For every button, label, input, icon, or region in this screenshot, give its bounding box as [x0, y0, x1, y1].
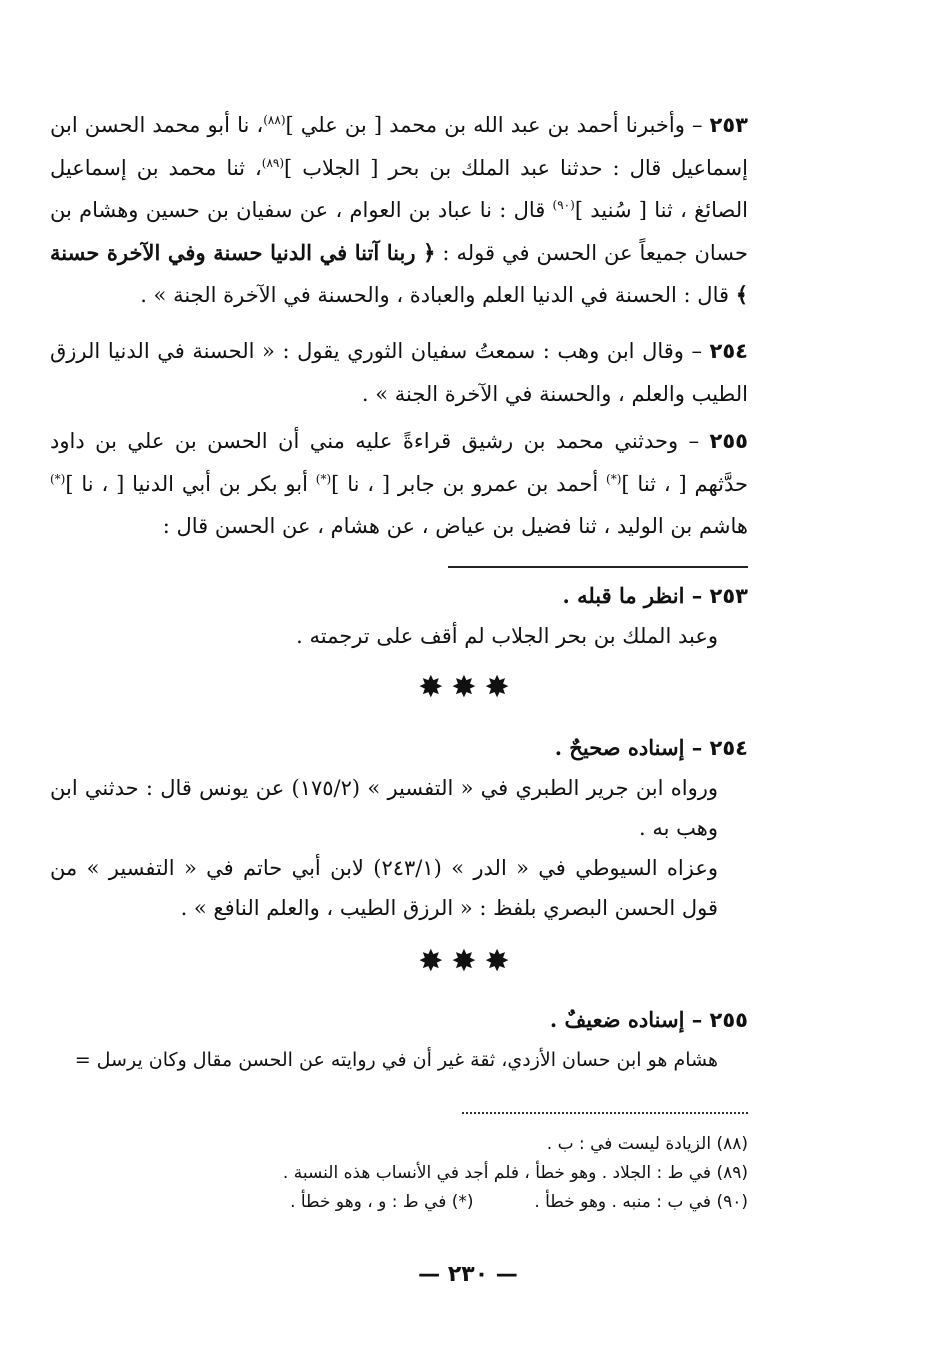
section-divider — [448, 566, 748, 568]
footnote-marker: (*) — [50, 471, 66, 486]
footnote-90-row — [50, 1188, 748, 1217]
note-254 — [50, 728, 748, 928]
note-title: – انظر ما قبله . — [562, 583, 710, 608]
hadith-text: قال : نا عباد بن العوام ، عن سفيان بن حسين وهشام بن حسان جميعاً عن الحسن في قوله : — [50, 198, 749, 265]
hadith-text: – وقال ابن وهب : سمعتُ سفيان الثوري يقول : « الحسنة في الدنيا الرزق الطيب والعلم ، والحسنة في الآخرة الجنة » . — [50, 339, 748, 406]
hadith-text: هاشم بن الوليد ، ثنا فضيل بن عياض ، عن هشام ، عن الحسن قال : — [162, 514, 748, 538]
footnote-marker: (٨٨) — [263, 113, 286, 127]
note-text: وعبد الملك بن بحر الجلاب لم أقف على ترجمته . — [296, 624, 718, 648]
note-text: وعزاه السيوطي في « الدر » (٢٤٣/١) لابن أبي حاتم في « التفسير » من قول الحسن البصري بلفظ : « الرزق الطيب ، والعلم النافع » . — [50, 856, 718, 920]
footnote-88: (٨٨) الزيادة ليست في : ب . — [546, 1134, 748, 1154]
hadith-text: قال : الحسنة في الدنيا العلم والعبادة ، والحسنة في الآخرة الجنة » . — [140, 283, 736, 307]
note-number: ٢٥٤ — [709, 736, 748, 760]
footnote-star: (*) في ط : و ، وهو خطأ . — [290, 1192, 474, 1212]
footnote-marker: (٨٩) — [261, 155, 285, 170]
hadith-text: أحمد بن عمرو بن جابر [ ، نا ] — [331, 471, 607, 496]
hadith-text: – وحدثني محمد بن رشيق قراءةً عليه مني أن الحسن بن علي بن داود حدَّثهم [ ، ثنا ] — [50, 429, 749, 496]
hadith-text: ، ثنا محمد بن إسماعيل الصائغ ، ثنا [ سُنيد ] — [50, 155, 748, 222]
hadith-text: – وأخبرنا أحمد بن عبد الله بن محمد [ بن علي ] — [285, 113, 710, 137]
footnote-marker: (*) — [606, 471, 622, 486]
page-number: — ٢٣٠ — — [418, 1262, 518, 1287]
section-stars: ✸✸✸ — [418, 944, 518, 979]
hadith-text: أبو بكر بن أبي الدنيا [ ، نا ] — [65, 471, 316, 496]
hadith-number: ٢٥٤ — [709, 339, 748, 363]
footnote-89: (٨٩) في ط : الجلاد . وهو خطأ ، فلم أجد في الأنساب هذه النسبة . — [282, 1163, 748, 1183]
note-253 — [50, 576, 748, 656]
footnotes — [50, 1130, 748, 1217]
hadith-254 — [50, 330, 748, 415]
section-stars: ✸✸✸ — [418, 670, 518, 705]
note-title: – إسناده صحيحٌ . — [554, 735, 710, 760]
quran-verse: ﴿ ربنا آتنا في الدنيا حسنة وفي الآخرة حسنة ﴾ — [50, 239, 748, 307]
note-text: هشام هو ابن حسان الأزدي، ثقة غير أن في روايته عن الحسن مقال وكان يرسل = — [74, 1049, 718, 1071]
note-255 — [50, 1000, 748, 1080]
hadith-253 — [50, 104, 748, 317]
footnote-90: (٩٠) في ب : منبه . وهو خطأ . — [534, 1192, 748, 1212]
hadith-number: ٢٥٣ — [709, 113, 748, 137]
hadith-text: ، نا أبو محمد الحسن ابن إسماعيل قال : حدثنا عبد الملك بن بحر [ الجلاب ] — [50, 113, 748, 180]
hadith-255 — [50, 420, 748, 548]
hadith-number: ٢٥٥ — [709, 429, 748, 453]
note-number: ٢٥٥ — [709, 1008, 748, 1032]
footnote-separator — [462, 1112, 748, 1114]
footnote-marker: (٩٠) — [552, 198, 575, 212]
footnote-marker: (*) — [315, 471, 332, 486]
note-text: ورواه ابن جرير الطبري في « التفسير » (١٧٥/٢) عن يونس قال : حدثني ابن وهب به . — [50, 776, 718, 840]
note-number: ٢٥٣ — [709, 584, 748, 608]
note-title: – إسناده ضعيفٌ . — [549, 1007, 710, 1032]
